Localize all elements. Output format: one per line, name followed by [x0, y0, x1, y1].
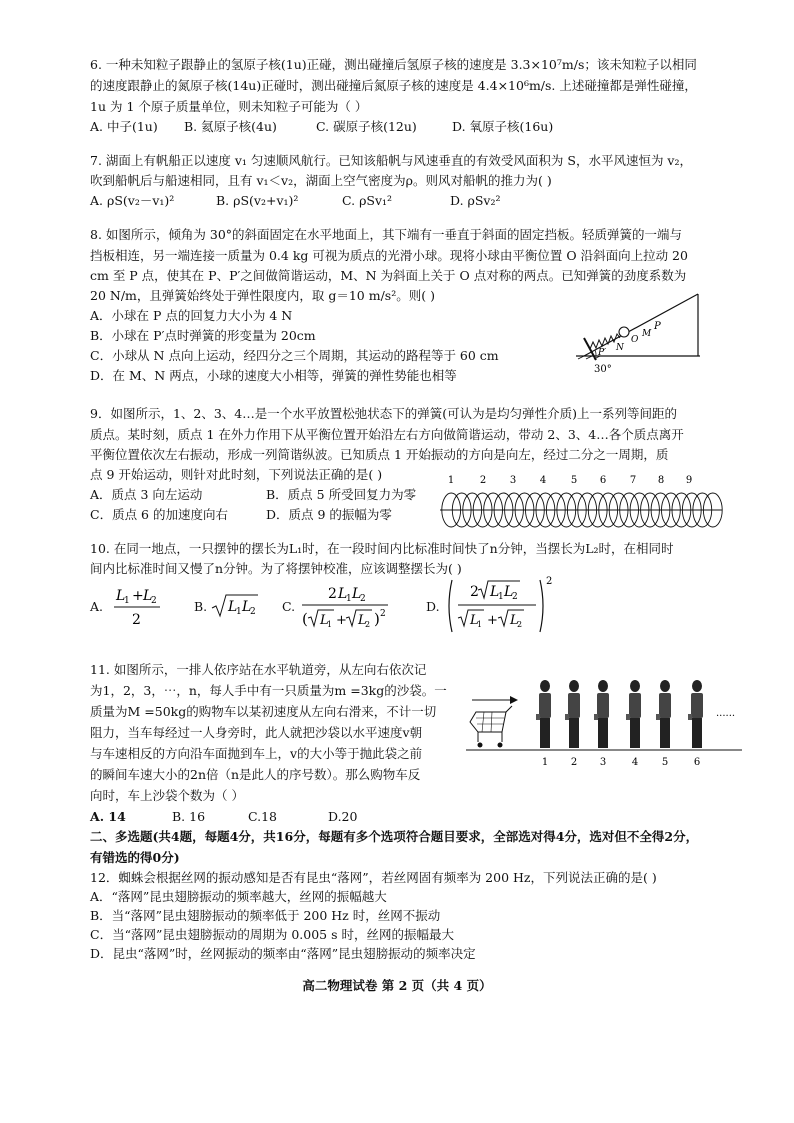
q9-option-c: C．质点 6 的加速度向右: [90, 507, 228, 522]
svg-text:L: L: [338, 586, 348, 602]
q11-line-7: 向时，车上沙袋个数为（ ）: [90, 788, 244, 803]
ball: [619, 327, 629, 337]
q10-option-b-label: B.: [194, 599, 208, 614]
q10-line-1: 10. 在同一地点，一只摆钟的摆长为L₁时，在一段时间内比标准时间快了n分钟，当摆长为L₂时，在相同时: [90, 541, 674, 556]
q11-line-5: 与车速相反的方向沿车面抛到车上，v的大小等于抛此袋之前: [90, 746, 423, 761]
person-number: 1: [541, 757, 549, 768]
q10-option-d-label: D.: [426, 599, 440, 614]
q8-incline-figure: [574, 292, 704, 378]
svg-text:): ): [374, 610, 380, 628]
dots-label: ......: [716, 708, 736, 719]
q8-option-d: D．在 M、N 两点，小球的速度大小相等，弹簧的弹性势能也相等: [90, 368, 457, 383]
svg-text:L: L: [490, 584, 500, 600]
q11-people-figure: [466, 664, 742, 772]
q7-option-a: A. ρS(v₂－v₁)²: [90, 193, 175, 208]
q6-option-a: A. 中子(1u): [90, 119, 158, 134]
svg-text:L: L: [320, 613, 329, 628]
svg-text:2: 2: [512, 592, 518, 602]
standing-person: [565, 680, 580, 748]
svg-text:+: +: [336, 613, 347, 628]
q9-option-a: A．质点 3 向左运动: [90, 487, 203, 502]
q12-option-c: C．当“落网”昆虫翅膀振动的周期为 0.005 s 时，丝网的振幅最大: [90, 927, 454, 942]
svg-text:1: 1: [346, 594, 352, 604]
q6-line-3: 1u 为 1 个原子质量单位，则未知粒子可能为（ ）: [90, 99, 368, 114]
svg-text:L: L: [352, 586, 362, 602]
q11-line-6: 的瞬间车速大小的2n倍（n是此人的序号数）。那么购物车反: [90, 767, 421, 782]
svg-text:L: L: [143, 588, 153, 604]
q11-option-a: A. 14: [90, 809, 126, 824]
particle-label: 9: [685, 475, 693, 486]
standing-person: [594, 680, 609, 748]
q6-option-c: C. 碳原子核(12u): [316, 119, 417, 134]
incline-slope: [576, 294, 700, 359]
q10-formula-d: [444, 574, 554, 638]
q12-option-b: B．当“落网”昆虫翅膀振动的频率低于 200 Hz 时，丝网不振动: [90, 908, 441, 923]
person-number: 2: [570, 757, 578, 768]
label-angle: 30°: [594, 364, 612, 375]
q10-formula-a: [110, 582, 168, 628]
q8-option-c: C．小球从 N 点向上运动，经四分之三个周期，其运动的路程等于 60 cm: [90, 348, 499, 363]
svg-text:2: 2: [250, 607, 256, 617]
q9-spring-figure: [436, 470, 726, 532]
direction-arrow: [472, 696, 518, 704]
label-o: O: [631, 335, 639, 345]
particle-label: 2: [479, 475, 487, 486]
q8-line-3: cm 至 P 点，使其在 P、P′之间做简谐运动，M、N 为斜面上关于 O 点对称的两点。已知弹簧的劲度系数为: [90, 268, 687, 283]
q7-option-c: C. ρSv₁²: [342, 193, 393, 208]
particle-label: 4: [539, 475, 547, 486]
svg-text:2: 2: [365, 620, 371, 629]
svg-text:L: L: [504, 584, 514, 600]
person-number: 5: [661, 757, 669, 768]
shopping-cart: [470, 706, 512, 748]
svg-text:(: (: [302, 610, 308, 628]
q9-line-1: 9．如图所示，1、2、3、4…是一个水平放置松弛状态下的弹簧(可认为是均匀弹性介质)上一系列等间距的: [90, 406, 678, 421]
q12-option-d: D．昆虫“落网”时，丝网振动的频率由“落网”昆虫翅膀振动的频率决定: [90, 946, 476, 961]
q8-line-2: 挡板相连，另一端连接一质量为 0.4 kg 可视为质点的光滑小球。现将小球由平衡位置 O 沿斜面向上拉动 20: [90, 248, 688, 263]
q10-formula-b: [210, 592, 260, 620]
svg-text:1: 1: [498, 592, 504, 602]
standing-person: [688, 680, 703, 748]
label-m: M: [642, 329, 652, 339]
q8-option-b: B．小球在 P′点时弹簧的形变量为 20cm: [90, 328, 316, 343]
q12-line-1: 12．蜘蛛会根据丝网的振动感知是否有昆虫“落网”，若丝网固有频率为 200 Hz，下列说法正确的是( ): [90, 870, 657, 885]
standing-person: [536, 680, 551, 748]
q10-option-a-label: A.: [90, 599, 104, 614]
q8-line-1: 8. 如图所示，倾角为 30°的斜面固定在水平地面上，其下端有一垂直于斜面的固定挡板。轻质弹簧的一端与: [90, 227, 683, 242]
svg-text:L: L: [510, 613, 519, 628]
q11-option-d: D.20: [328, 809, 358, 824]
svg-text:2: 2: [470, 584, 479, 600]
q6-line-1: 6. 一种未知粒子跟静止的氢原子核(1u)正碰，测出碰撞后氢原子核的速度是 3.3×10⁷m/s；该未知粒子以相同: [90, 57, 697, 72]
q6-option-d: D. 氧原子核(16u): [452, 119, 554, 134]
q8-line-4: 20 N/m，且弹簧始终处于弹性限度内，取 g＝10 m/s²。则( ): [90, 288, 435, 303]
label-p: P: [654, 321, 661, 332]
q8-option-a: A．小球在 P 点的回复力大小为 4 N: [90, 308, 293, 323]
q10-line-2: 间内比标准时间又慢了n分钟。为了将摆钟校准，应该调整摆长为( ): [90, 561, 462, 576]
particle-label: 8: [657, 475, 665, 486]
q12-option-a: A．“落网”昆虫翅膀振动的频率越大，丝网的振幅越大: [90, 889, 387, 904]
svg-text:2: 2: [360, 594, 366, 604]
svg-text:L: L: [470, 613, 479, 628]
q11-option-c: C.18: [248, 809, 277, 824]
section-2-line-2: 有错选的得0分): [90, 850, 180, 865]
person-number: 3: [599, 757, 607, 768]
particle-label: 6: [599, 475, 607, 486]
svg-text:L: L: [116, 588, 126, 604]
q9-line-4: 点 9 开始运动，则针对此时刻，下列说法正确的是( ): [90, 467, 383, 482]
svg-text:2: 2: [151, 596, 157, 606]
q7-line-1: 7. 湖面上有帆船正以速度 v₁ 匀速顺风航行。已知该船帆与风速垂直的有效受风面积为 S，水平风速恒为 v₂，: [90, 153, 693, 168]
svg-text:2: 2: [328, 586, 337, 602]
page-footer: 高二物理试卷 第 2 页（共 4 页）: [302, 978, 492, 993]
q10-formula-c: [298, 580, 392, 632]
svg-text:2: 2: [380, 609, 386, 619]
standing-person: [626, 680, 641, 748]
svg-text:1: 1: [236, 607, 242, 617]
particle-label: 7: [629, 475, 637, 486]
q7-line-2: 吹到船帆后与船速相同，且有 v₁＜v₂，湖面上空气密度为ρ。则风对船帆的推力为( ): [90, 173, 552, 188]
q9-line-2: 质点。某时刻，质点 1 在外力作用下从平衡位置开始沿左右方向做简谐运动，带动 2、3、4…各个质点离开: [90, 427, 684, 442]
svg-text:1: 1: [327, 620, 333, 629]
svg-text:1: 1: [124, 596, 130, 606]
svg-text:L: L: [242, 599, 252, 615]
q11-option-b: B. 16: [172, 809, 206, 824]
angle-arc: [595, 350, 596, 356]
q6-option-b: B. 氦原子核(4u): [184, 119, 277, 134]
svg-text:L: L: [358, 613, 367, 628]
svg-text:2: 2: [517, 620, 523, 629]
svg-text:+: +: [487, 613, 498, 628]
svg-text:L: L: [228, 599, 238, 615]
svg-text:2: 2: [132, 612, 141, 628]
q11-line-3: 质量为M =50kg的购物车以某初速度从左向右滑来，不计一切: [90, 704, 437, 719]
q10-option-c-label: C.: [282, 599, 296, 614]
section-2-line-1: 二、多选题(共4题，每题4分，共16分，每题有多个选项符合题目要求，全部选对得4分，选对但不全得2分，: [90, 829, 699, 844]
q9-line-3: 平衡位置依次左右振动，形成一列简谐纵波。已知质点 1 开始振动的方向是向左，经过二分之一周期，质: [90, 447, 669, 462]
particle-label: 5: [570, 475, 578, 486]
svg-text:2: 2: [546, 576, 553, 587]
q11-line-1: 11. 如图所示，一排人依序站在水平轨道旁，从左向右依次记: [90, 662, 427, 677]
particle-label: 3: [509, 475, 517, 486]
label-n: N: [616, 343, 624, 353]
person-number: 4: [631, 757, 639, 768]
q7-option-d: D. ρSv₂²: [450, 193, 501, 208]
particle-label: 1: [447, 475, 455, 486]
standing-person: [656, 680, 671, 748]
q11-line-4: 阻力，当车每经过一人身旁时，此人就把沙袋以水平速度v朝: [90, 725, 423, 740]
svg-text:1: 1: [477, 620, 483, 629]
q7-option-b: B. ρS(v₂+v₁)²: [216, 193, 299, 208]
label-pprime: P′: [598, 348, 607, 358]
q6-line-2: 的速度跟静止的氮原子核(14u)正碰时，测出碰撞后氮原子核的速度是 4.4×10⁶m/s. 上述碰撞都是弹性碰撞，: [90, 78, 697, 93]
svg-text:+: +: [132, 588, 144, 604]
q9-option-d: D．质点 9 的振幅为零: [266, 507, 392, 522]
q9-option-b: B．质点 5 所受回复力为零: [266, 487, 417, 502]
q11-line-2: 为1，2，3，⋯，n，每人手中有一只质量为m =3kg的沙袋。一: [90, 683, 447, 698]
person-number: 6: [693, 757, 701, 768]
